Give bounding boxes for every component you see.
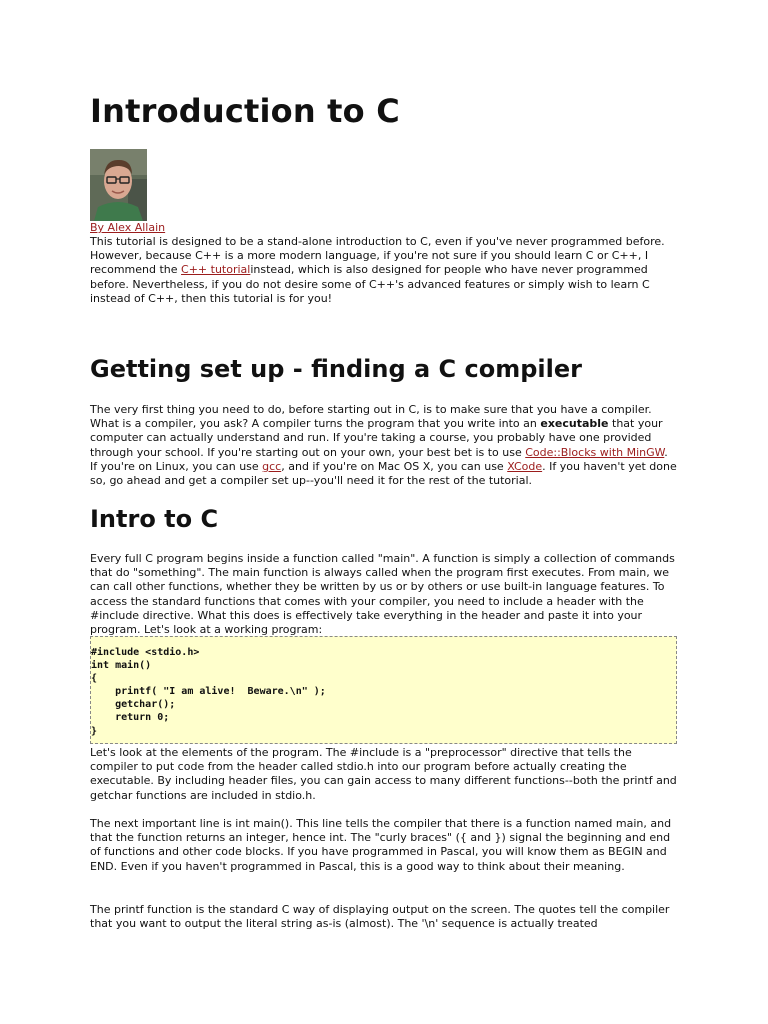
compiler-text-5: . If you haven't yet done so, go ahead and get a compiler set up--you'll need it for the rest of the tutorial. bbox=[90, 459, 677, 488]
code-line: } bbox=[91, 725, 98, 737]
codeblocks-link[interactable]: Code::Blocks with MinGW bbox=[525, 445, 665, 459]
int-main-paragraph: The next important line is int main(). This line tells the compiler that there is a function named main, and that the function returns an integer, hence int. The "curly braces" ({ and }) signal the beginning and end of functions and other code blocks. If you have programmed in Pascal, you will know them as BEGIN and END. Even if you haven't programmed in Pascal, this is a good way to think about their meaning. bbox=[90, 817, 672, 873]
elements-paragraph: Let's look at the elements of the program. The #include is a "preprocessor" directive that tells the compiler to put code from the header called stdio.h into our program before actually creating the executable. By including header files, you can gain access to many different functions--both the printf and getchar functions are included in stdio.h. bbox=[90, 746, 677, 802]
cpp-tutorial-link[interactable]: C++ tutorial bbox=[181, 263, 251, 277]
intro-paragraph bbox=[90, 235, 678, 306]
compiler-text-3: . If you're on Linux, you can use bbox=[90, 445, 668, 473]
code-line: int main() bbox=[91, 660, 152, 672]
code-line: { bbox=[91, 673, 98, 685]
author-photo bbox=[90, 149, 147, 221]
code-line: getchar(); bbox=[91, 699, 176, 711]
compiler-text-2: that your computer can actually understand and run. If you're taking a course, you probably have one provided through your school. If you're starting out on your own, your best bet is to use bbox=[90, 417, 663, 459]
code-line: #include <stdio.h> bbox=[91, 647, 200, 658]
gcc-link[interactable]: gcc bbox=[262, 459, 282, 473]
printf-paragraph: The printf function is the standard C way of displaying output on the screen. The quotes tell the compiler that you want to output the literal string as-is (almost). The '\n' sequence is actually treated bbox=[90, 903, 670, 931]
author-photo-image bbox=[90, 149, 147, 221]
intro-text-2: instead, which is also designed for people who have never programmed before. Nevertheless, if you do not desire some of C++'s advanced features or simply wish to learn C instead of C++, then this tutorial is for you! bbox=[90, 263, 650, 305]
section-heading-compiler: Getting set up - finding a C compiler bbox=[90, 355, 582, 383]
page-title: Introduction to C bbox=[90, 92, 400, 130]
code-line: return 0; bbox=[91, 712, 170, 724]
intro-text-1: This tutorial is designed to be a stand-alone introduction to C, even if you've never programmed before. However, because C++ is a more modern language, if you're not sure if you should learn C or C++, I recommend the bbox=[90, 235, 665, 277]
xcode-link[interactable]: XCode bbox=[507, 459, 543, 473]
main-function-paragraph: Every full C program begins inside a function called "main". A function is simply a collection of commands that do "something". The main function is always called when the program first executes. From main, we can call other functions, whether they be written by us or by others or use built-in language features. To access the standard functions that comes with your compiler, you need to include a header with the #include directive. What this does is effectively take everything in the header and paste it into your program. Let's look at a working program: bbox=[90, 552, 675, 637]
code-block bbox=[90, 636, 677, 744]
code-line: printf( "I am alive! Beware.\n" ); bbox=[91, 686, 326, 698]
compiler-paragraph bbox=[90, 403, 678, 488]
compiler-text-1: The very first thing you need to do, before starting out in C, is to make sure that you have a compiler. What is a compiler, you ask? A compiler turns the program that you write into an bbox=[90, 403, 652, 431]
author-link[interactable]: By Alex Allain bbox=[90, 221, 166, 234]
executable-term: executable bbox=[540, 417, 609, 431]
compiler-text-4: , and if you're on Mac OS X, you can use bbox=[281, 459, 508, 473]
section-heading-intro: Intro to C bbox=[90, 505, 219, 533]
